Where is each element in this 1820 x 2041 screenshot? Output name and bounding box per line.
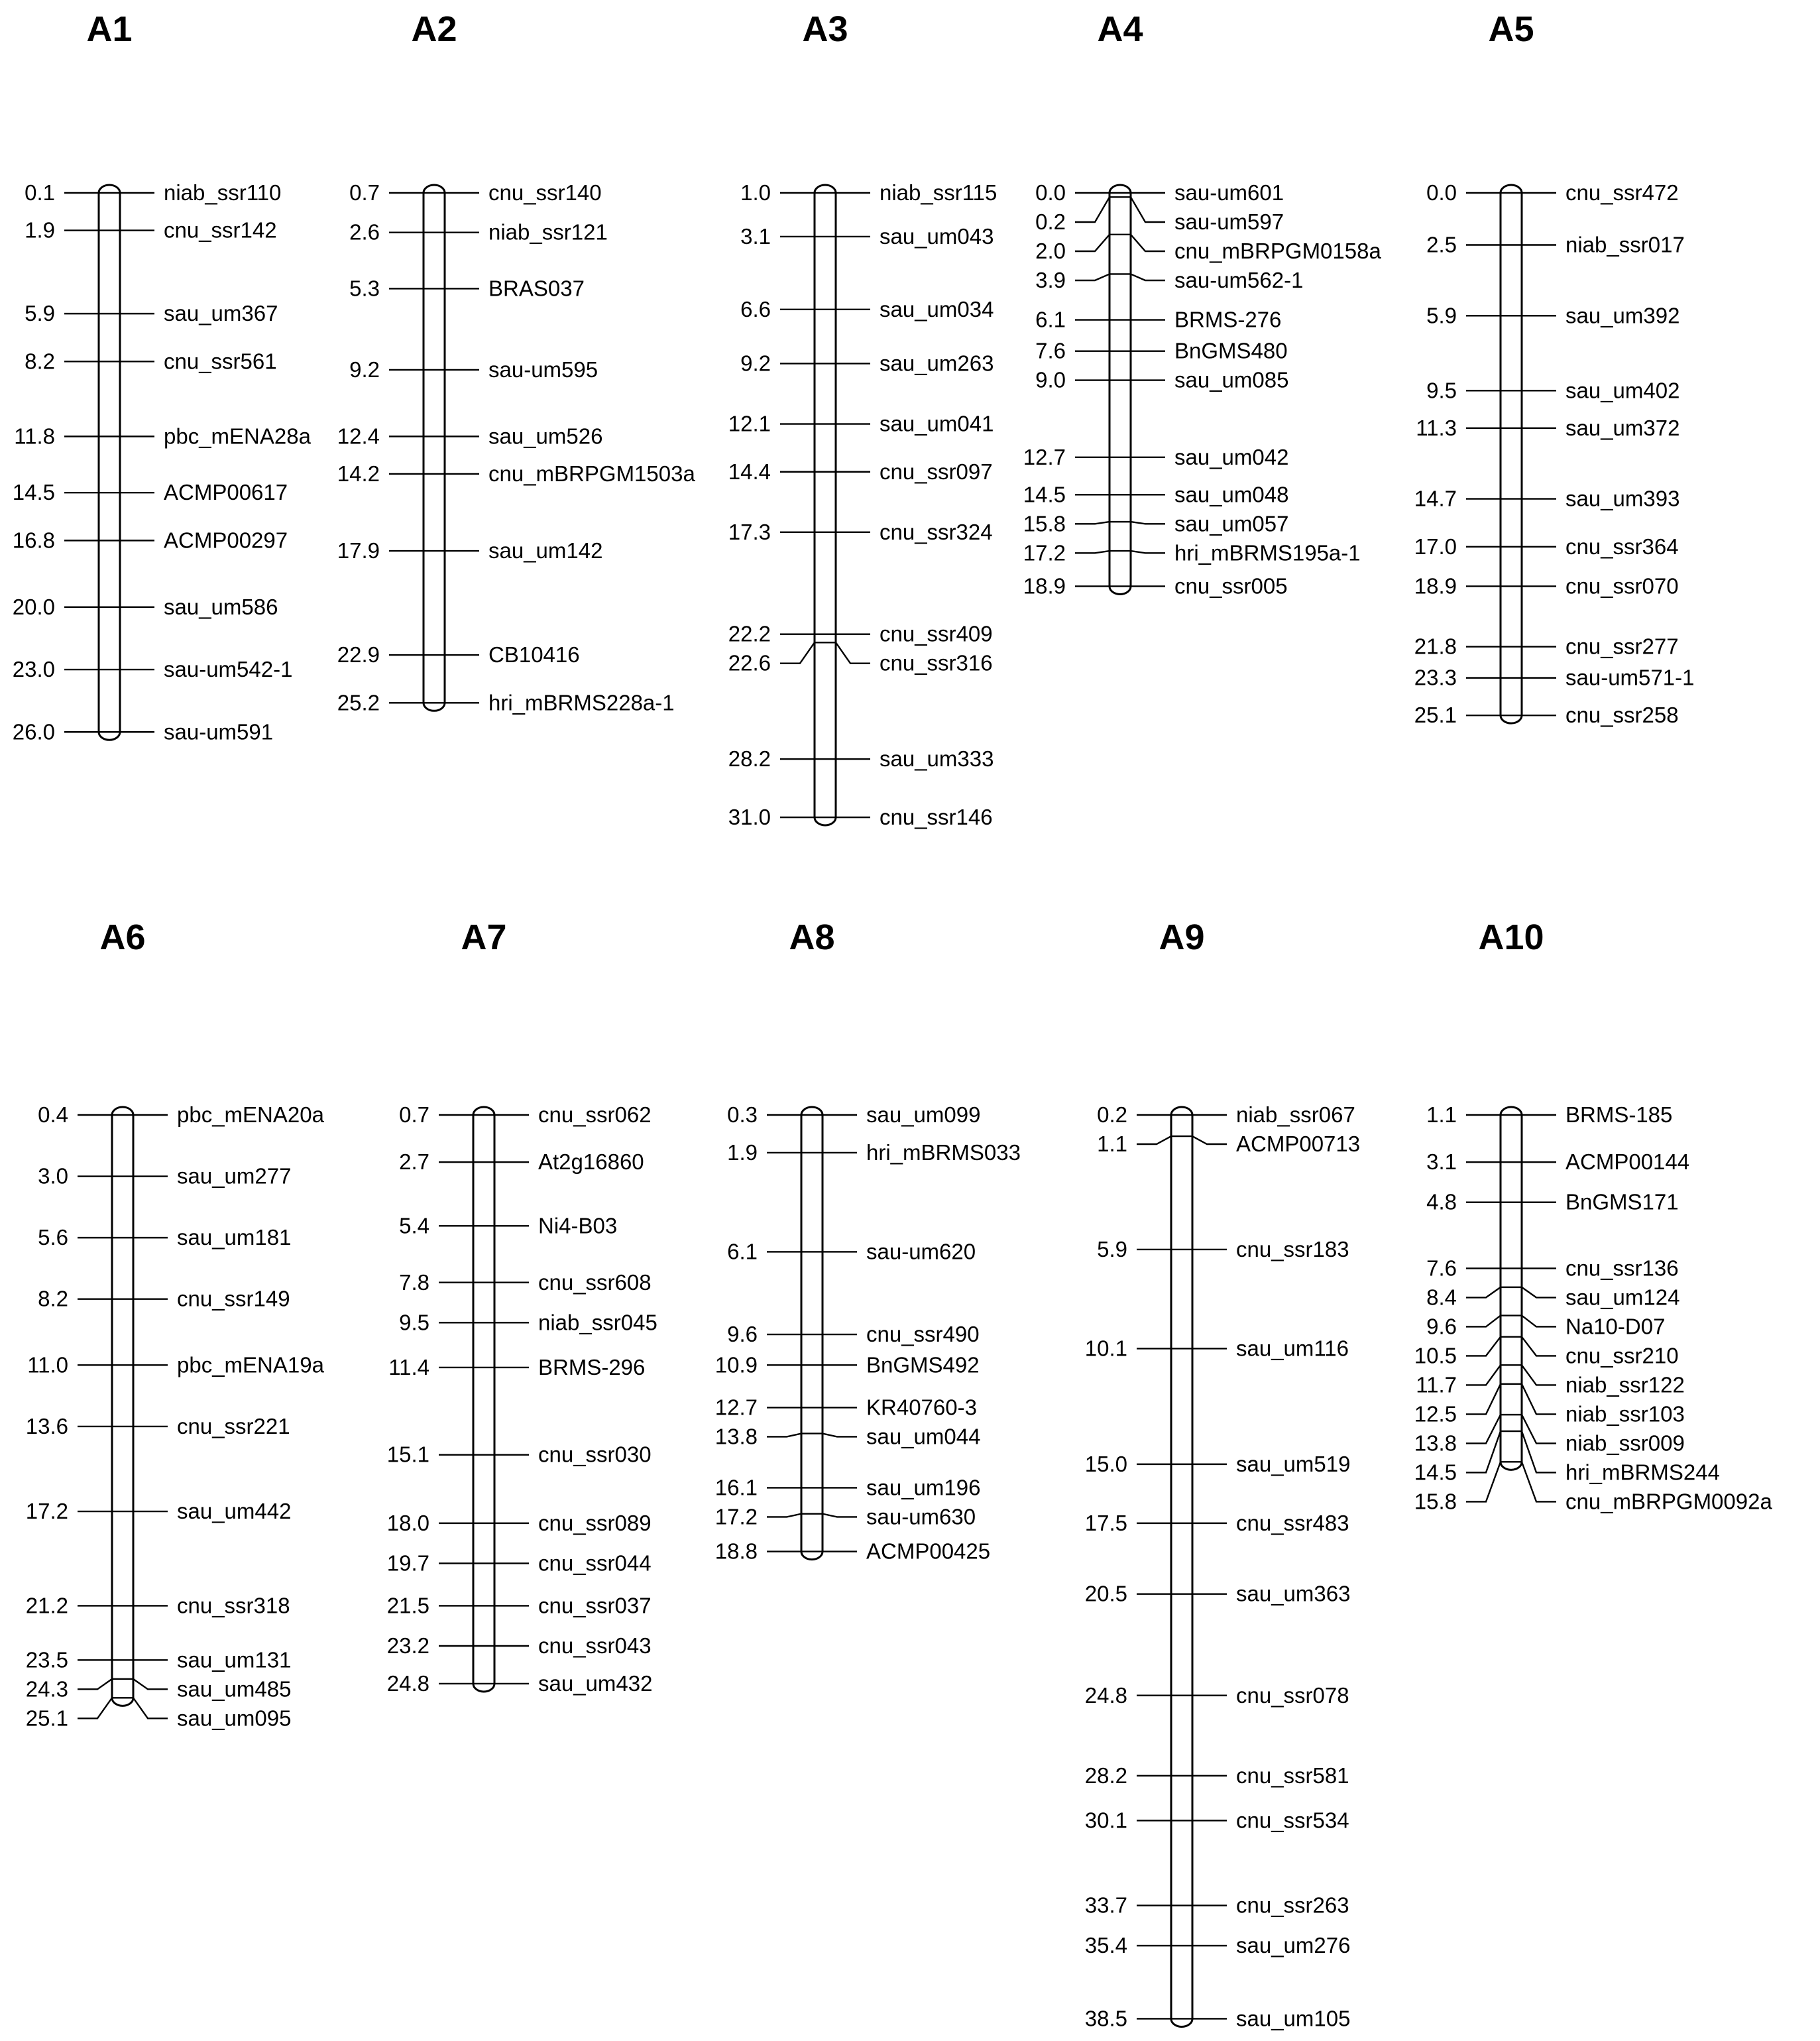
linkage-group-A4: [1023, 9, 1382, 598]
linkage-group-title: A6: [99, 917, 146, 957]
marker-position: 7.6: [1035, 338, 1066, 363]
marker-name: sau_um095: [177, 1706, 292, 1731]
marker-name: cnu_ssr005: [1174, 573, 1288, 599]
marker-name: niab_ssr121: [488, 219, 608, 245]
marker-name: BnGMS480: [1174, 338, 1288, 363]
marker-position: 15.1: [386, 1442, 429, 1467]
marker-position: 38.5: [1084, 2006, 1127, 2031]
marker-position: 8.2: [38, 1286, 68, 1311]
marker-position: 1.1: [1426, 1102, 1457, 1127]
marker-name: sau_um099: [866, 1102, 981, 1127]
linkage-group-title: A3: [802, 9, 848, 49]
chromosome-bar: [112, 1107, 133, 1706]
marker-name: cnu_ssr142: [164, 217, 277, 243]
marker-name: hri_mBRMS033: [866, 1139, 1021, 1165]
marker-name: cnu_ssr070: [1565, 573, 1679, 599]
marker-position: 8.4: [1426, 1285, 1457, 1310]
chromosome-bar: [424, 185, 445, 711]
marker-name: cnu_mBRPGM0158a: [1174, 239, 1381, 263]
marker-position: 9.2: [740, 351, 771, 376]
linkage-group-A7: [387, 917, 657, 1696]
linkage-group-title: A2: [411, 9, 457, 49]
marker-position: 17.0: [1414, 534, 1457, 559]
marker-position: 17.2: [714, 1504, 758, 1529]
chromosome-bar: [1501, 185, 1522, 723]
marker-name: ACMP00713: [1236, 1132, 1361, 1156]
marker-position: 11.8: [14, 424, 55, 449]
marker-position: 0.2: [1097, 1102, 1127, 1127]
linkage-group-A3: [728, 9, 997, 829]
marker-position: 9.6: [727, 1322, 758, 1347]
marker-name: niab_ssr067: [1236, 1102, 1355, 1127]
marker-name: sau_um526: [488, 424, 603, 449]
marker-name: ACMP00617: [164, 480, 288, 505]
marker-name: sau_um116: [1236, 1336, 1349, 1361]
marker-position: 16.8: [12, 528, 55, 553]
marker-position: 5.9: [25, 301, 55, 326]
marker-name: cnu_mBRPGM1503a: [488, 461, 695, 486]
marker-name: sau_um048: [1174, 482, 1289, 507]
marker-position: 31.0: [728, 805, 771, 829]
marker-position: 13.8: [714, 1424, 758, 1449]
marker-position: 11.3: [1416, 415, 1457, 440]
marker-name: sau-um591: [164, 719, 274, 744]
marker-name: sau_um586: [164, 594, 278, 619]
marker-position: 0.1: [25, 180, 55, 205]
marker-name: hri_mBRMS244: [1565, 1460, 1720, 1485]
marker-name: cnu_ssr581: [1236, 1763, 1349, 1788]
marker-name: cnu_ssr364: [1565, 534, 1679, 559]
marker-name: cnu_ssr037: [538, 1593, 652, 1618]
marker-name: sau-um601: [1174, 180, 1284, 205]
marker-name: sau_um181: [177, 1225, 292, 1250]
marker-name: sau_um042: [1174, 444, 1289, 469]
marker-position: 12.1: [728, 411, 771, 436]
marker-name: KR40760-3: [866, 1395, 977, 1420]
marker-name: cnu_ssr534: [1236, 1808, 1349, 1833]
marker-position: 14.5: [1414, 1460, 1457, 1485]
marker-name: sau_um105: [1236, 2006, 1351, 2031]
marker-position: 16.1: [714, 1475, 758, 1500]
marker-name: sau_um442: [177, 1499, 292, 1524]
marker-position: 11.7: [1416, 1372, 1457, 1397]
marker-position: 14.5: [12, 480, 55, 505]
marker-name: sau-um562-1: [1174, 268, 1304, 292]
marker-position: 17.9: [337, 538, 380, 563]
marker-name: sau_um333: [880, 746, 994, 772]
marker-position: 23.2: [386, 1633, 429, 1658]
marker-name: cnu_ssr089: [538, 1510, 652, 1535]
marker-name: CB10416: [488, 642, 580, 668]
marker-position: 0.2: [1035, 209, 1066, 234]
marker-name: sau_um196: [866, 1475, 981, 1500]
marker-position: 3.1: [1426, 1149, 1457, 1175]
marker-position: 2.0: [1035, 239, 1066, 263]
marker-name: sau_um034: [880, 296, 994, 321]
linkage-group-A1: [13, 9, 312, 744]
marker-name: cnu_ssr608: [538, 1269, 652, 1295]
marker-position: 0.0: [1035, 180, 1066, 205]
marker-position: 14.4: [728, 459, 771, 484]
marker-position: 13.6: [25, 1413, 68, 1438]
marker-position: 1.0: [740, 180, 771, 205]
marker-position: 2.5: [1426, 232, 1457, 257]
marker-name: cnu_ssr097: [880, 459, 993, 484]
marker-name: sau_um276: [1236, 1933, 1351, 1958]
marker-position: 1.1: [1097, 1132, 1127, 1156]
marker-name: cnu_ssr183: [1236, 1236, 1349, 1261]
marker-name: sau_um485: [177, 1676, 292, 1702]
marker-name: sau_um392: [1565, 303, 1680, 328]
marker-name: sau_um043: [880, 223, 994, 249]
marker-name: cnu_ssr149: [177, 1286, 290, 1311]
marker-name: cnu_ssr316: [880, 650, 993, 675]
marker-position: 5.9: [1097, 1236, 1127, 1261]
linkage-group-A10: [1414, 917, 1773, 1513]
marker-position: 4.8: [1426, 1189, 1457, 1214]
linkage-group-A9: [1085, 917, 1360, 2030]
marker-position: 17.5: [1084, 1510, 1127, 1535]
marker-position: 11.4: [388, 1354, 429, 1379]
marker-name: sau_um393: [1565, 486, 1680, 511]
chromosome-bar: [801, 1107, 823, 1560]
marker-position: 1.9: [727, 1139, 758, 1165]
marker-name: cnu_ssr409: [880, 621, 993, 646]
marker-name: hri_mBRMS228a-1: [488, 690, 675, 715]
marker-name: BRMS-296: [538, 1354, 646, 1379]
marker-position: 6.1: [727, 1239, 758, 1264]
marker-position: 3.1: [740, 223, 771, 249]
marker-position: 28.2: [728, 746, 771, 772]
marker-position: 10.1: [1084, 1336, 1127, 1361]
marker-position: 5.9: [1426, 303, 1457, 328]
marker-position: 21.5: [386, 1593, 429, 1618]
marker-name: sau-um595: [488, 357, 598, 382]
marker-position: 23.0: [12, 657, 55, 682]
marker-position: 5.6: [38, 1225, 68, 1250]
marker-name: niab_ssr122: [1565, 1372, 1685, 1397]
linkage-group-A2: [337, 9, 696, 715]
marker-name: cnu_ssr043: [538, 1633, 652, 1658]
marker-name: BRAS037: [488, 276, 585, 301]
marker-position: 26.0: [12, 719, 55, 744]
marker-position: 22.2: [728, 621, 771, 646]
marker-position: 9.2: [349, 357, 380, 382]
marker-position: 3.9: [1035, 268, 1066, 292]
marker-name: niab_ssr103: [1565, 1401, 1685, 1427]
linkage-group-A8: [715, 917, 1021, 1564]
marker-name: cnu_ssr044: [538, 1550, 652, 1576]
linkage-group-title: A9: [1159, 917, 1205, 957]
marker-position: 14.7: [1414, 486, 1457, 511]
marker-name: cnu_ssr062: [538, 1102, 652, 1127]
marker-position: 8.2: [25, 349, 55, 374]
marker-name: sau-um571-1: [1565, 665, 1695, 690]
marker-name: pbc_mENA20a: [177, 1102, 324, 1127]
chromosome-bar: [815, 185, 836, 825]
marker-name: sau_um277: [177, 1163, 292, 1189]
marker-name: sau_um402: [1565, 378, 1680, 403]
linkage-group-title: A8: [789, 917, 835, 957]
marker-name: pbc_mENA28a: [164, 424, 311, 449]
chromosome-bar: [1109, 185, 1131, 594]
marker-position: 9.5: [1426, 378, 1457, 403]
marker-name: sau_um085: [1174, 367, 1289, 392]
marker-name: ACMP00144: [1565, 1149, 1690, 1175]
chromosome-bar: [1171, 1107, 1192, 2026]
marker-name: sau_um432: [538, 1670, 653, 1696]
marker-name: cnu_ssr258: [1565, 703, 1679, 728]
marker-position: 12.4: [337, 424, 380, 449]
marker-name: sau_um124: [1565, 1285, 1680, 1310]
marker-position: 12.7: [1023, 444, 1066, 469]
chromosome-bar: [99, 185, 120, 740]
marker-name: BnGMS171: [1565, 1189, 1679, 1214]
marker-name: niab_ssr017: [1565, 232, 1685, 257]
marker-name: sau-um620: [866, 1239, 976, 1264]
marker-name: niab_ssr115: [880, 180, 997, 205]
marker-position: 2.6: [349, 219, 380, 245]
marker-position: 15.0: [1084, 1451, 1127, 1476]
marker-name: cnu_ssr136: [1565, 1255, 1679, 1281]
marker-position: 18.0: [386, 1510, 429, 1535]
marker-name: sau_um044: [866, 1424, 981, 1449]
linkage-group-A5: [1414, 9, 1695, 727]
marker-position: 20.0: [12, 594, 55, 619]
marker-name: hri_mBRMS195a-1: [1174, 540, 1361, 565]
marker-position: 7.8: [399, 1269, 429, 1295]
marker-name: cnu_mBRPGM0092a: [1565, 1489, 1772, 1514]
marker-position: 6.6: [740, 296, 771, 321]
chromosome-bar: [473, 1107, 494, 1692]
marker-position: 0.3: [727, 1102, 758, 1127]
marker-name: cnu_ssr277: [1565, 634, 1679, 659]
marker-position: 22.9: [337, 642, 380, 668]
marker-position: 15.8: [1414, 1489, 1457, 1514]
marker-position: 5.3: [349, 276, 380, 301]
marker-name: ACMP00425: [866, 1539, 991, 1564]
marker-position: 33.7: [1084, 1893, 1127, 1918]
marker-position: 25.1: [25, 1706, 68, 1731]
linkage-group-title: A7: [461, 917, 507, 957]
linkage-group-title: A4: [1097, 9, 1143, 49]
marker-name: cnu_ssr263: [1236, 1893, 1349, 1918]
marker-position: 30.1: [1084, 1808, 1127, 1833]
marker-position: 18.8: [714, 1539, 758, 1564]
marker-position: 2.7: [399, 1149, 429, 1175]
marker-position: 10.5: [1414, 1343, 1457, 1368]
marker-name: sau_um372: [1565, 415, 1680, 440]
linkage-group-title: A10: [1478, 917, 1544, 957]
marker-name: sau_um519: [1236, 1451, 1351, 1476]
marker-name: pbc_mENA19a: [177, 1352, 324, 1377]
marker-position: 17.2: [1023, 540, 1066, 565]
marker-position: 17.3: [728, 519, 771, 544]
marker-name: sau_um057: [1174, 511, 1289, 536]
marker-name: cnu_ssr221: [177, 1413, 290, 1438]
marker-name: cnu_ssr490: [866, 1322, 980, 1347]
marker-position: 24.3: [25, 1676, 68, 1702]
marker-name: BRMS-185: [1565, 1102, 1673, 1127]
marker-name: niab_ssr045: [538, 1310, 657, 1335]
marker-name: cnu_ssr483: [1236, 1510, 1349, 1535]
marker-position: 13.8: [1414, 1430, 1457, 1456]
marker-position: 0.7: [349, 180, 380, 205]
marker-name: cnu_ssr146: [880, 805, 993, 829]
marker-name: sau_um363: [1236, 1581, 1351, 1606]
marker-position: 9.5: [399, 1310, 429, 1335]
marker-name: Na10-D07: [1565, 1314, 1666, 1339]
marker-name: niab_ssr009: [1565, 1430, 1685, 1456]
marker-name: BnGMS492: [866, 1352, 980, 1377]
marker-position: 11.0: [27, 1352, 68, 1377]
linkage-group-A6: [26, 917, 325, 1730]
marker-name: Ni4-B03: [538, 1213, 618, 1238]
marker-position: 10.9: [714, 1352, 758, 1377]
marker-name: ACMP00297: [164, 528, 288, 553]
marker-position: 24.8: [1084, 1682, 1127, 1708]
marker-position: 35.4: [1084, 1933, 1127, 1958]
marker-position: 19.7: [386, 1550, 429, 1576]
marker-position: 12.5: [1414, 1401, 1457, 1427]
marker-name: sau_um041: [880, 411, 994, 436]
marker-position: 25.2: [337, 690, 380, 715]
marker-position: 23.3: [1414, 665, 1457, 690]
marker-name: cnu_ssr324: [880, 519, 993, 544]
marker-position: 7.6: [1426, 1255, 1457, 1281]
marker-name: cnu_ssr210: [1565, 1343, 1679, 1368]
marker-position: 17.2: [25, 1499, 68, 1524]
marker-name: cnu_ssr472: [1565, 180, 1679, 205]
marker-position: 0.7: [399, 1102, 429, 1127]
marker-position: 24.8: [386, 1670, 429, 1696]
marker-position: 21.2: [25, 1593, 68, 1618]
marker-position: 14.5: [1023, 482, 1066, 507]
marker-position: 0.4: [38, 1102, 68, 1127]
marker-position: 22.6: [728, 650, 771, 675]
marker-name: cnu_ssr078: [1236, 1682, 1349, 1708]
marker-position: 6.1: [1035, 307, 1066, 332]
marker-position: 18.9: [1414, 573, 1457, 599]
marker-name: sau_um367: [164, 301, 278, 326]
marker-name: cnu_ssr561: [164, 349, 277, 374]
marker-position: 21.8: [1414, 634, 1457, 659]
marker-name: sau-um597: [1174, 209, 1284, 234]
marker-position: 18.9: [1023, 573, 1066, 599]
marker-position: 0.0: [1426, 180, 1457, 205]
marker-position: 9.6: [1426, 1314, 1457, 1339]
marker-name: sau_um263: [880, 351, 994, 376]
marker-name: sau_um131: [177, 1647, 292, 1672]
marker-position: 1.9: [25, 217, 55, 243]
marker-name: niab_ssr110: [164, 180, 282, 205]
marker-position: 5.4: [399, 1213, 429, 1238]
marker-name: cnu_ssr140: [488, 180, 602, 205]
marker-name: BRMS-276: [1174, 307, 1282, 332]
marker-name: sau_um142: [488, 538, 603, 563]
linkage-group-title: A5: [1488, 9, 1534, 49]
marker-name: At2g16860: [538, 1149, 644, 1175]
marker-name: sau-um630: [866, 1504, 976, 1529]
marker-position: 12.7: [714, 1395, 758, 1420]
marker-position: 23.5: [25, 1647, 68, 1672]
marker-position: 15.8: [1023, 511, 1066, 536]
marker-position: 14.2: [337, 461, 380, 486]
linkage-group-title: A1: [86, 9, 133, 49]
marker-position: 25.1: [1414, 703, 1457, 728]
marker-position: 3.0: [38, 1163, 68, 1189]
marker-position: 20.5: [1084, 1581, 1127, 1606]
marker-position: 28.2: [1084, 1763, 1127, 1788]
marker-name: cnu_ssr318: [177, 1593, 290, 1618]
marker-name: cnu_ssr030: [538, 1442, 652, 1467]
marker-name: sau-um542-1: [164, 657, 293, 682]
marker-position: 9.0: [1035, 367, 1066, 392]
